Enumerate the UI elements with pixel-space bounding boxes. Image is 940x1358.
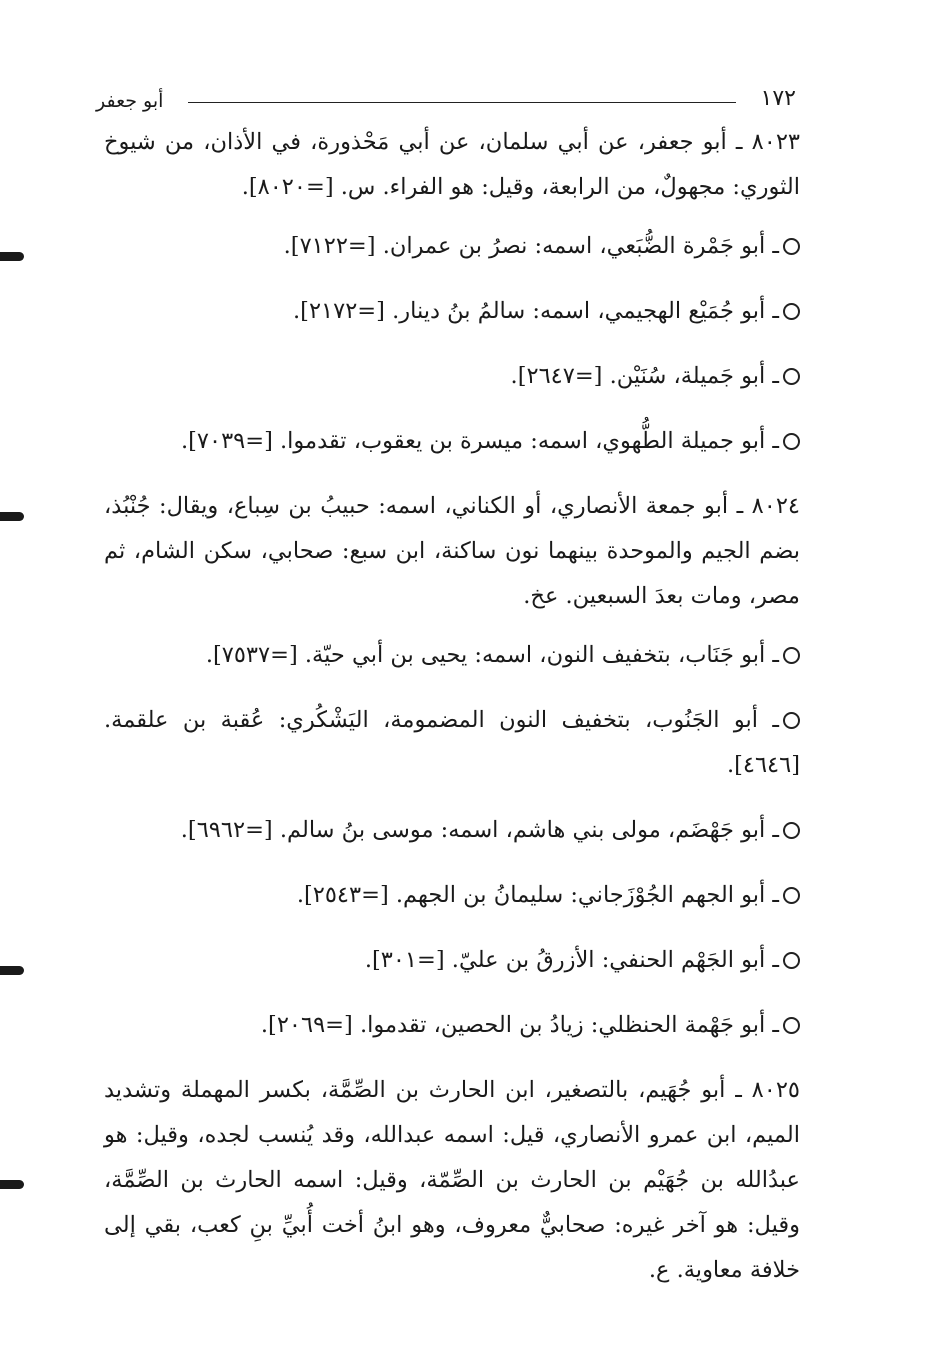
entry-text: ـ أبو جَنَاب، بتخفيف النون، اسمه: يحيى بن أبي حيّة. [=٧٥٣٧]. (205, 642, 779, 668)
circle-bullet-icon (783, 238, 800, 255)
cross-ref-entry (104, 224, 800, 269)
entry-text: ٨٠٢٤ ـ أبو جمعة الأنصاري، أو الكناني، اسمه: حبيبُ بن سِباع، ويقال: جُنْبُذ، بضم الجيم والموحدة بينهما نون ساكنة، ابن سبع: صحابي، سكن الشام، ثم مصر، ومات بعدَ السبعين. عخ. (104, 493, 800, 609)
entry-8025 (104, 1068, 800, 1293)
entry-text: ـ أبو الجهم الجُوْزَجاني: سليمانُ بن الجهم. [=٢٥٤٣]. (296, 882, 779, 908)
circle-bullet-icon (783, 887, 800, 904)
circle-bullet-icon (783, 952, 800, 969)
cross-ref-entry (104, 698, 800, 788)
cross-ref-entry (104, 873, 800, 918)
entry-text: ـ أبو جَهْمة الحنظلي: زيادُ بن الحصين، تقدموا. [=٢٠٦٩]. (260, 1012, 779, 1038)
margin-mark (0, 966, 24, 975)
entry-text: ـ أبو جَمْرة الضُّبَعي، اسمه: نصرُ بن عمران. [=٧١٢٢]. (283, 233, 779, 259)
margin-mark (0, 512, 24, 521)
entry-text: ـ أبو الجَهْم الحنفي: الأزرقُ بن عليّ. [=٣٠١]. (364, 947, 779, 973)
margin-mark (0, 1180, 24, 1189)
header-rule (188, 102, 736, 103)
page-header (96, 84, 796, 124)
circle-bullet-icon (783, 433, 800, 450)
circle-bullet-icon (783, 712, 800, 729)
cross-ref-entry (104, 633, 800, 678)
circle-bullet-icon (783, 1017, 800, 1034)
entry-text: ـ أبو الجَنُوب، بتخفيف النون المضمومة، اليَشْكُري: عُقبة بن علقمة. [٤٦٤٦]. (104, 707, 800, 778)
entries-body (104, 120, 800, 1307)
cross-ref-entry (104, 938, 800, 983)
entry-text: ـ أبو جَميلة، سُنَيْن. [=٢٦٤٧]. (510, 363, 779, 389)
circle-bullet-icon (783, 647, 800, 664)
margin-mark (0, 252, 24, 261)
circle-bullet-icon (783, 368, 800, 385)
cross-ref-entry (104, 808, 800, 853)
circle-bullet-icon (783, 303, 800, 320)
entry-text: ـ أبو جميلة الطُّهوي، اسمه: ميسرة بن يعقوب، تقدموا. [=٧٠٣٩]. (180, 428, 779, 454)
running-head: أبو جعفر (96, 90, 164, 112)
cross-ref-entry (104, 419, 800, 464)
entry-8024 (104, 484, 800, 619)
entry-text: ـ أبو جَهْضَم، مولى بني هاشم، اسمه: موسى بنُ سالم. [=٦٩٦٢]. (180, 817, 779, 843)
page-number: ١٧٢ (760, 86, 796, 111)
cross-ref-entry (104, 354, 800, 399)
entry-text: ـ أبو جُمَيْع الهجيمي، اسمه: سالمُ بنُ دينار. [=٢١٧٢]. (293, 298, 779, 324)
circle-bullet-icon (783, 822, 800, 839)
entry-8023 (104, 120, 800, 210)
cross-ref-entry (104, 289, 800, 334)
entry-text: ٨٠٢٣ ـ أبو جعفر، عن أبي سلمان، عن أبي مَحْذورة، في الأذان، من شيوخ الثوري: مجهولٌ، من الرابعة، وقيل: هو الفراء. س. [=٨٠٢٠]. (104, 129, 800, 200)
cross-ref-entry (104, 1003, 800, 1048)
entry-text: ٨٠٢٥ ـ أبو جُهَيم، بالتصغير، ابن الحارث بن الصِّمَّة، بكسر المهملة وتشديد الميم، ابن عمرو الأنصاري، قيل: اسمه عبدالله، وقد يُنسب لجده، وقيل: هو عبدُالله بن جُهَيْم بن الحارث بن الصِّمّة، وقيل: اسمه الحارث بن الصِّمَّة، وقيل: هو آخر غيره: صحابيٌّ معروف، وهو ابنُ أخت أُبيِّ بنِ كعب، بقي إلى خلافة معاوية. ع. (104, 1077, 800, 1283)
